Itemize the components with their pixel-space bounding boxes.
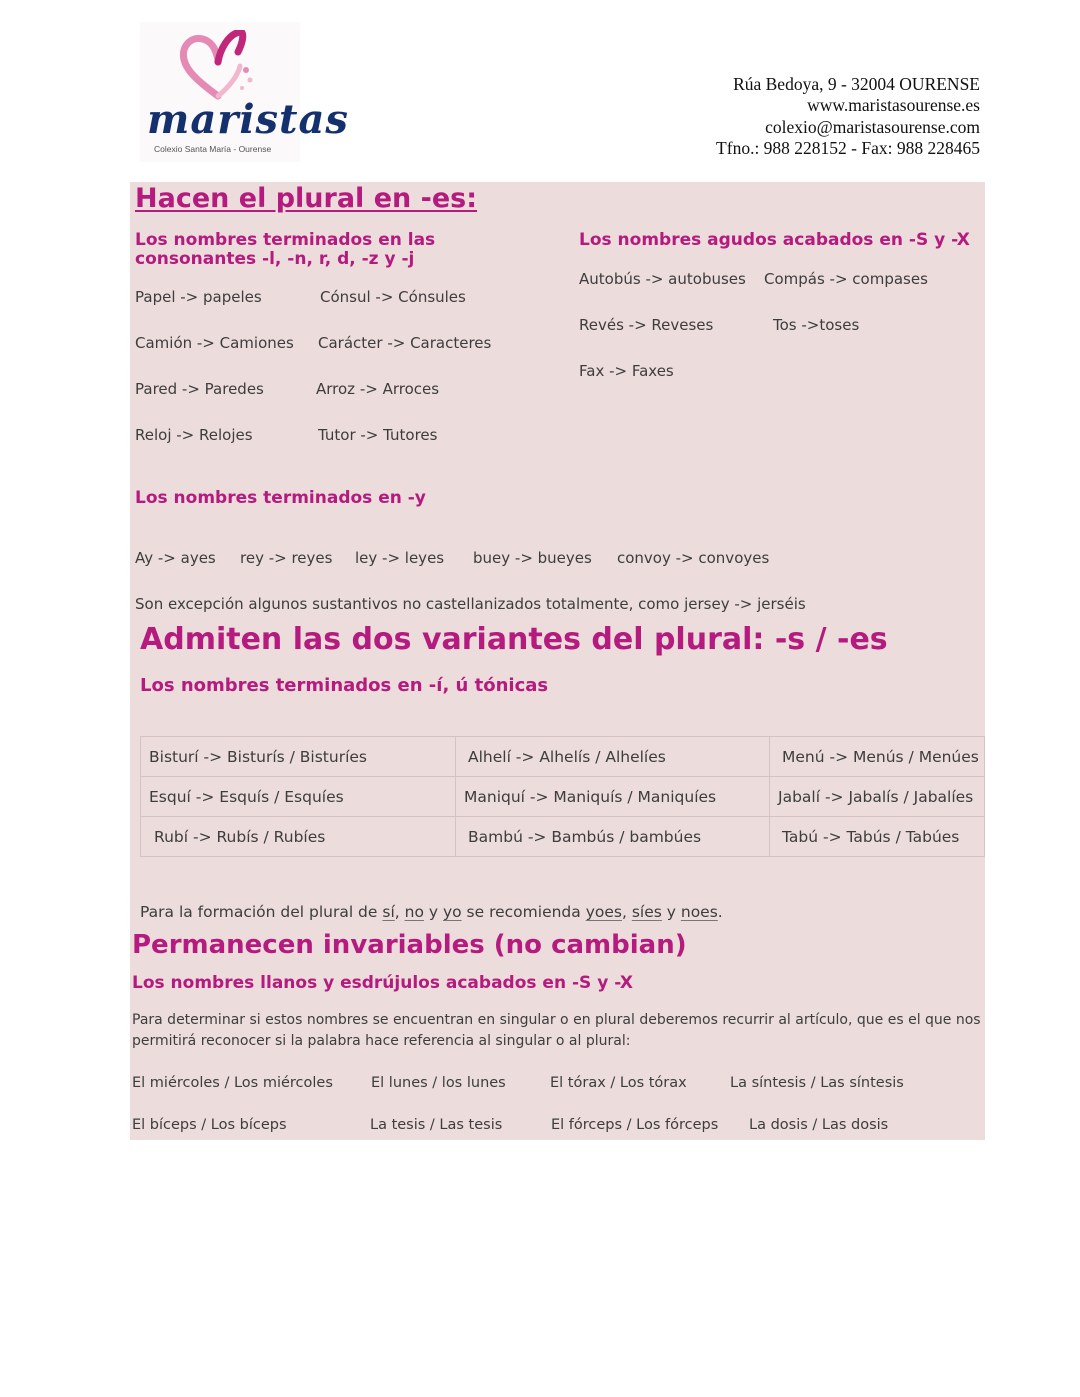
example-item: Compás -> compases xyxy=(764,270,928,288)
example-item: Tos ->toses xyxy=(773,316,860,334)
table-cell: Maniquí -> Maniquís / Maniquíes xyxy=(456,777,770,817)
website-link[interactable]: www.maristasourense.es xyxy=(807,95,980,115)
address-line: Rúa Bedoya, 9 - 32004 OURENSE xyxy=(733,74,980,94)
example-item: Ay -> ayes xyxy=(135,549,216,567)
si-no-yo-note: Para la formación del plural de sí, no y yo se recomienda yoes, síes y noes. xyxy=(140,903,723,921)
table-cell: Bambú -> Bambús / bambúes xyxy=(456,817,770,857)
example-item: La dosis / Las dosis xyxy=(749,1117,889,1133)
email-link[interactable]: colexio@maristasourense.com xyxy=(765,117,980,137)
example-item: buey -> bueyes xyxy=(473,549,592,567)
phone-fax-line: Tfno.: 988 228152 - Fax: 988 228465 xyxy=(716,138,980,158)
table-row xyxy=(141,817,985,857)
example-item: El lunes / los lunes xyxy=(371,1075,506,1091)
example-item: La síntesis / Las síntesis xyxy=(730,1075,904,1091)
example-item: Carácter -> Caracteres xyxy=(318,334,492,352)
table-cell: Jabalí -> Jabalís / Jabalíes xyxy=(770,777,985,817)
example-item: Arroz -> Arroces xyxy=(316,380,440,398)
table-cell: Rubí -> Rubís / Rubíes xyxy=(141,817,456,857)
section3-paragraph-line2: permitirá reconocer si la palabra hace referencia al singular o al plural: xyxy=(132,1033,631,1049)
example-item: Reloj -> Relojes xyxy=(135,426,253,444)
example-item: Revés -> Reveses xyxy=(579,316,714,334)
section3-paragraph-line1: Para determinar si estos nombres se encuentran en singular o en plural deberemos recurrir al artículo, que es el que nos xyxy=(132,1012,981,1028)
consonants-heading-line2: consonantes -l, -n, r, d, -z y -j xyxy=(135,249,415,269)
example-item: rey -> reyes xyxy=(240,549,333,567)
agudos-heading: Los nombres agudos acabados en -S y -X xyxy=(579,230,970,250)
table-row xyxy=(141,777,985,817)
logo-wordmark: maristas xyxy=(147,96,349,143)
exception-note: Son excepción algunos sustantivos no castellanizados totalmente, como jersey -> jerséis xyxy=(135,595,806,613)
variants-table xyxy=(140,736,985,857)
consonants-heading-line1: Los nombres terminados en las xyxy=(135,230,436,250)
example-item: El fórceps / Los fórceps xyxy=(551,1117,719,1133)
heart-icon xyxy=(178,30,258,100)
example-item: Pared -> Paredes xyxy=(135,380,264,398)
table-row xyxy=(141,737,985,777)
example-item: Tutor -> Tutores xyxy=(318,426,438,444)
table-cell: Tabú -> Tabús / Tabúes xyxy=(770,817,985,857)
section2-subtitle: Los nombres terminados en -í, ú tónicas xyxy=(140,675,549,696)
logo-subtitle: Colexio Santa María - Ourense xyxy=(154,144,272,154)
y-words-heading: Los nombres terminados en -y xyxy=(135,488,426,508)
table-cell: Menú -> Menús / Menúes xyxy=(770,737,985,777)
example-item: Fax -> Faxes xyxy=(579,362,674,380)
table-cell: Alhelí -> Alhelís / Alhelíes xyxy=(456,737,770,777)
section2-title: Admiten las dos variantes del plural: -s / -es xyxy=(140,622,888,657)
example-item: Papel -> papeles xyxy=(135,288,262,306)
example-item: El bíceps / Los bíceps xyxy=(132,1117,287,1133)
example-item: convoy -> convoyes xyxy=(617,549,770,567)
table-cell: Esquí -> Esquís / Esquíes xyxy=(141,777,456,817)
section3-subtitle: Los nombres llanos y esdrújulos acabados en -S y -X xyxy=(132,973,633,993)
school-logo xyxy=(140,22,349,162)
example-item: ley -> leyes xyxy=(355,549,445,567)
example-item: Camión -> Camiones xyxy=(135,334,294,352)
example-item: El tórax / Los tórax xyxy=(550,1075,687,1091)
example-item: Autobús -> autobuses xyxy=(579,270,746,288)
example-item: Cónsul -> Cónsules xyxy=(320,288,466,306)
example-item: El miércoles / Los miércoles xyxy=(132,1075,333,1091)
table-cell: Bisturí -> Bisturís / Bisturíes xyxy=(141,737,456,777)
section1-title: Hacen el plural en -es: xyxy=(135,183,478,214)
section3-title: Permanecen invariables (no cambian) xyxy=(132,930,687,960)
example-item: La tesis / Las tesis xyxy=(370,1117,503,1133)
